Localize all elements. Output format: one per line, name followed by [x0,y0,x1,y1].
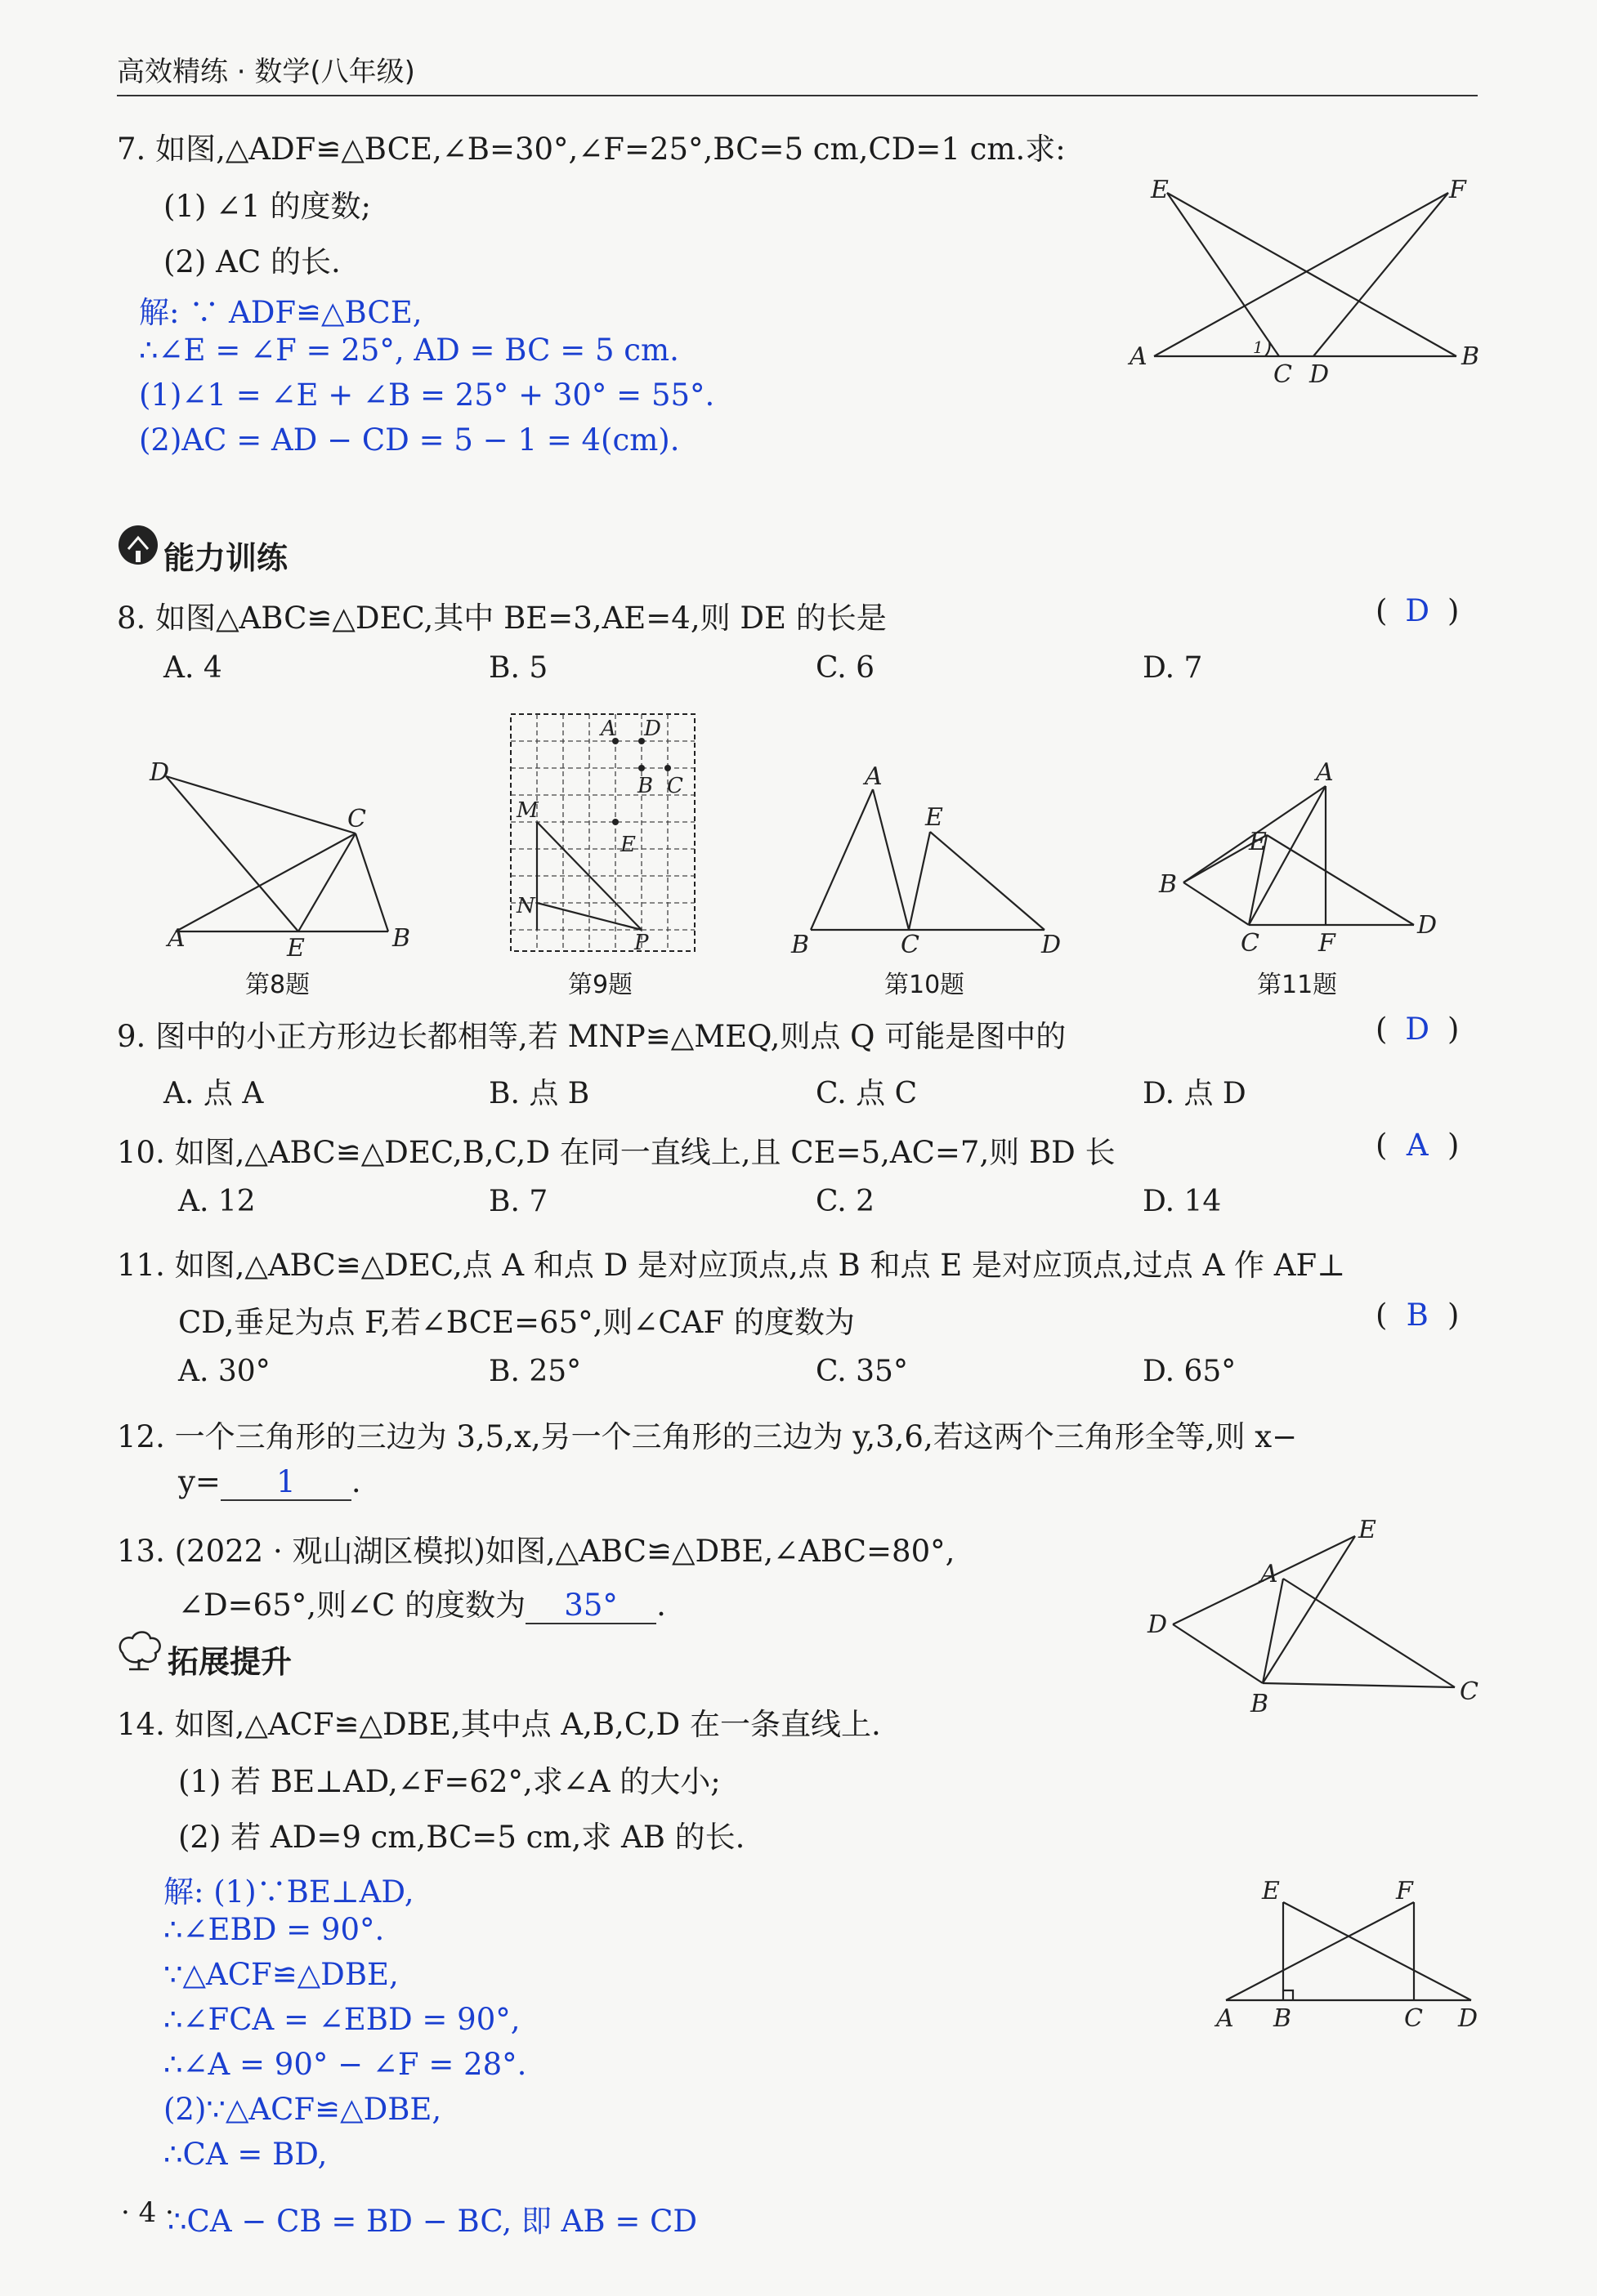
q8-stem: 8. 如图△ABC≌△DEC,其中 BE=3,AE=4,则 DE 的长是 [117,601,887,636]
q13-suffix: . [656,1588,666,1623]
label-D: D [644,717,661,741]
q8-answer-value: D [1405,593,1430,628]
label-E: E [1151,176,1169,204]
q14-solution-line: 解: (1)∵BE⊥AD, [163,1874,414,1910]
q7-stem: 7. 如图,△ADF≌△BCE,∠B=30°,∠F=25°,BC=5 cm,CD=1 cm.求: [117,132,1066,167]
q7-solution-line: ∴∠E = ∠F = 25°, AD = BC = 5 cm. [139,333,679,368]
q10-answer-value: A [1406,1128,1429,1163]
q12-stem-line1: 12. 一个三角形的三边为 3,5,x,另一个三角形的三边为 y,3,6,若这两个三角形全等,则 x− [117,1419,1298,1454]
section-title-extension: 拓展提升 [168,1644,293,1680]
q11-stem-line1: 11. 如图,△ABC≌△DEC,点 A 和点 D 是对应顶点,点 B 和点 E 是对应顶点,过点 A 作 AF⊥ [117,1248,1345,1283]
label-D: D [1041,931,1062,959]
q14-solution-line: ∴∠EBD = 90°. [163,1912,385,1947]
q10-answer: ( A ) [1376,1128,1460,1163]
label-D: D [1417,911,1438,940]
label-C: C [1273,360,1292,389]
running-header: 高效精练 · 数学(八年级) [117,56,415,88]
q14-stem: 14. 如图,△ACF≌△DBE,其中点 A,B,C,D 在一条直线上. [117,1707,881,1742]
label-C: C [1460,1677,1478,1706]
label-B: B [1461,342,1480,371]
label-P: P [634,931,649,955]
q9-answer-value: D [1405,1012,1430,1047]
label-B: B [1250,1690,1269,1718]
label-B: B [791,931,810,959]
q9-option-a: A. 点 A [163,1077,264,1110]
q11-option-d: D. 65° [1143,1355,1237,1388]
section-title-ability: 能力训练 [163,540,289,576]
q7-sub1: (1) ∠1 的度数; [163,189,371,224]
q11-option-a: A. 30° [178,1355,271,1388]
label-E: E [620,833,636,857]
q7-solution-line: (1)∠1 = ∠E + ∠B = 25° + 30° = 55°. [139,377,715,413]
q7-figure [1120,172,1496,392]
page-number: · 4 · [121,2196,174,2229]
label-E: E [1262,1877,1280,1905]
label-D: D [1147,1610,1168,1639]
q14-solution-line: ∵△ACF≌△DBE, [163,1957,399,1992]
label-A: A [601,717,616,741]
figure-11 [1152,752,1479,964]
label-B: B [1273,2004,1292,2033]
label-A: A [1216,2004,1234,2033]
q14-solution-line: ∴∠A = 90° − ∠F = 28°. [163,2047,527,2082]
q13-prefix: ∠D=65°,则∠C 的度数为 [178,1588,526,1623]
label-N: N [517,894,535,918]
label-B: B [1159,870,1178,899]
q13-answer-blank: 35° [526,1589,656,1624]
label-F: F [1396,1877,1413,1905]
label-F: F [1449,176,1466,204]
q10-option-a: A. 12 [178,1185,256,1218]
q12-stem-line2 [178,1464,361,1501]
label-B: B [392,924,411,953]
figure-8-caption: 第8题 [245,971,311,999]
q11-answer: ( B ) [1376,1298,1460,1333]
q8-option-a: A. 4 [163,651,222,685]
q8-option-d: D. 7 [1143,651,1203,685]
q11-option-b: B. 25° [489,1355,582,1388]
label-A: A [1316,758,1334,787]
label-angle-1: 1 [1253,337,1264,357]
header-rule [117,95,1478,96]
label-C: C [1404,2004,1423,2033]
q9-option-b: B. 点 B [489,1077,590,1110]
label-B: B [637,774,654,798]
label-D: D [1458,2004,1478,2033]
label-A: A [1260,1560,1278,1588]
q9-answer: ( D ) [1376,1012,1460,1047]
figure-9 [507,711,703,960]
q13-stem-line1: 13. (2022 · 观山湖区模拟)如图,△ABC≌△DBE,∠ABC=80°, [117,1534,955,1569]
q14-solution-line: ∴∠FCA = ∠EBD = 90°, [163,2002,521,2037]
label-E: E [1249,828,1267,856]
figure-9-caption: 第9题 [568,971,633,999]
label-E: E [1358,1516,1376,1544]
q7-solution-line: 解: ∵ ADF≌△BCE, [139,295,423,330]
label-M: M [517,798,539,823]
q11-option-c: C. 35° [816,1355,908,1388]
section-icon [114,1628,165,1673]
q13-figure [1136,1512,1487,1732]
section-icon [114,521,162,569]
label-C: C [667,774,683,798]
q10-option-c: C. 2 [816,1185,875,1218]
q10-option-d: D. 14 [1143,1185,1222,1218]
label-A: A [1130,342,1147,371]
q11-stem-line2: CD,垂足为点 F,若∠BCE=65°,则∠CAF 的度数为 [178,1305,855,1340]
q9-option-c: C. 点 C [816,1077,918,1110]
q14-solution-line: (2)∵△ACF≌△DBE, [163,2092,442,2127]
q7-solution-line: (2)AC = AD − CD = 5 − 1 = 4(cm). [139,422,680,458]
q9-stem: 9. 图中的小正方形边长都相等,若 MNP≌△MEQ,则点 Q 可能是图中的 [117,1019,1067,1054]
figure-11-caption: 第11题 [1257,971,1338,999]
q12-prefix: y= [178,1464,221,1499]
label-F: F [1318,929,1335,958]
label-E: E [287,934,305,963]
q14-figure [1210,1871,1487,2035]
q10-stem: 10. 如图,△ABC≌△DEC,B,C,D 在同一直线上,且 CE=5,AC=7,则 BD 长 [117,1135,1116,1170]
q7-sub2: (2) AC 的长. [163,244,341,279]
label-C: C [347,805,366,833]
q8-option-b: B. 5 [489,651,548,685]
q11-answer-value: B [1406,1298,1429,1333]
figure-10 [785,760,1071,964]
q10-option-b: B. 7 [489,1185,548,1218]
label-C: C [1241,929,1259,958]
q14-solution-line-cutoff: ∴CA − CB = BD − BC, 即 AB = CD [168,2204,698,2239]
q8-option-c: C. 6 [816,651,875,685]
q8-answer: ( D ) [1376,593,1460,628]
label-C: C [901,931,919,959]
q12-answer-blank: 1 [221,1466,351,1501]
label-D: D [150,758,170,787]
q14-sub1: (1) 若 BE⊥AD,∠F=62°,求∠A 的大小; [178,1764,721,1799]
figure-8 [143,752,421,964]
label-A: A [168,924,186,953]
label-A: A [865,762,883,791]
label-E: E [925,803,943,832]
q12-suffix: . [351,1464,361,1499]
q14-sub2: (2) 若 AD=9 cm,BC=5 cm,求 AB 的长. [178,1820,745,1855]
figure-10-caption: 第10题 [884,971,965,999]
label-D: D [1309,360,1330,389]
q9-option-d: D. 点 D [1143,1077,1246,1110]
q13-stem-line2 [178,1580,666,1624]
q14-solution-line: ∴CA = BD, [163,2137,328,2172]
